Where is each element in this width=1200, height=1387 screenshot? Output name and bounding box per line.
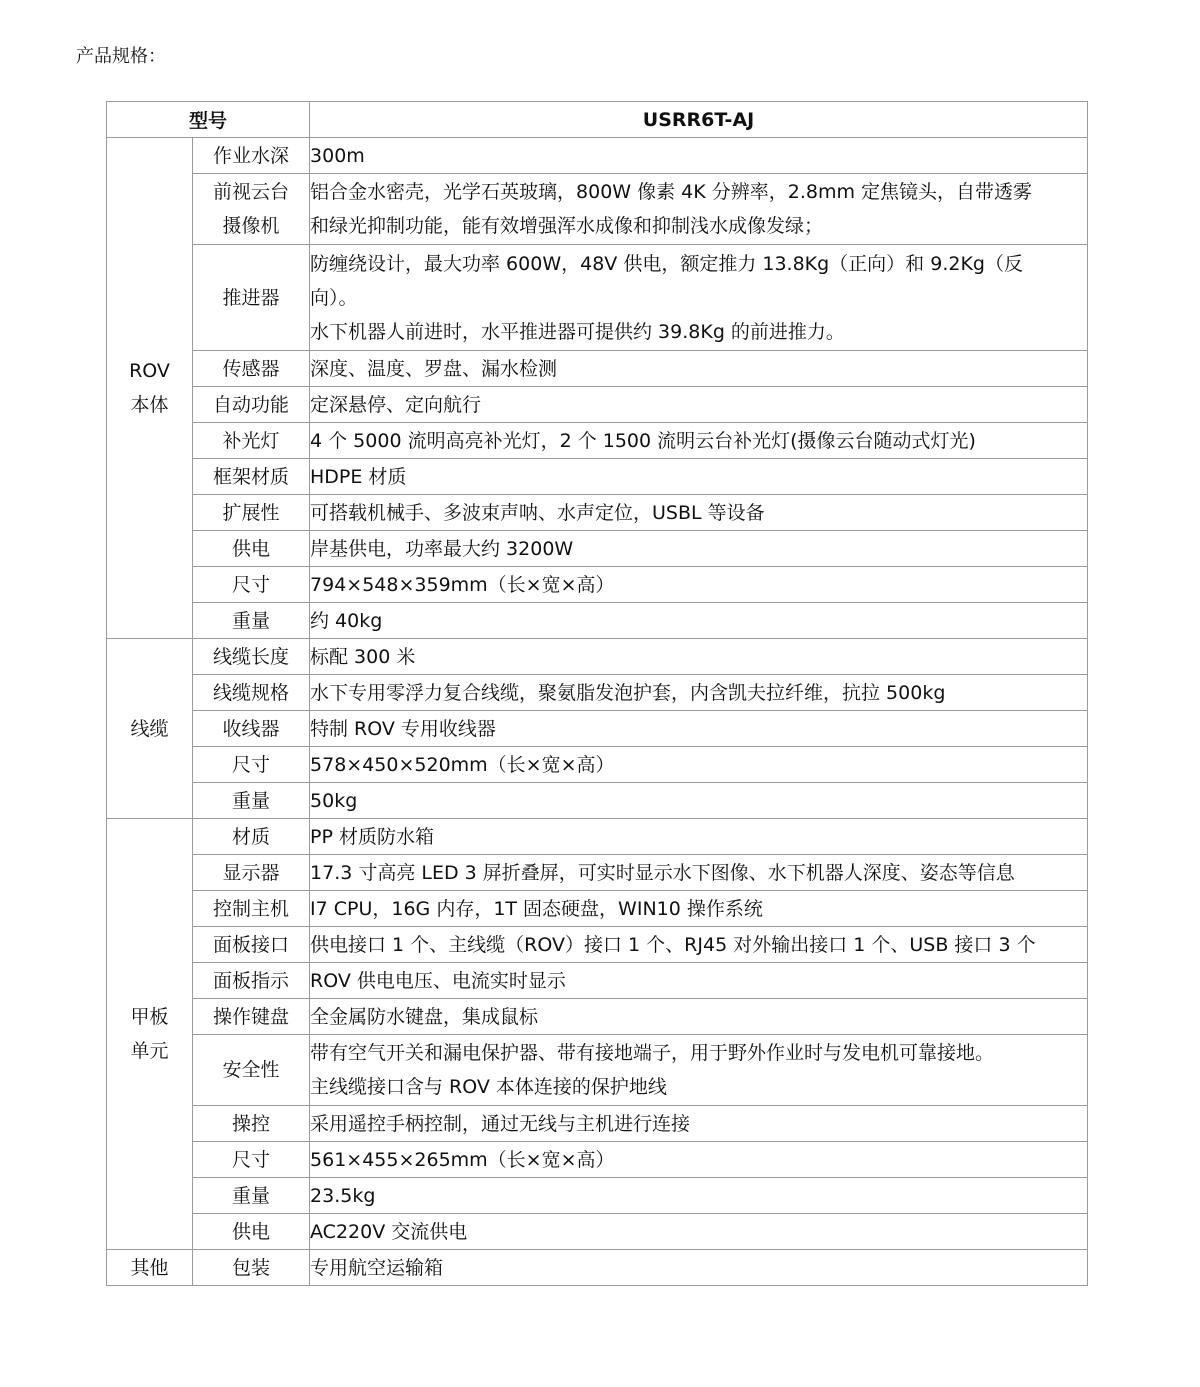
attribute-cell bbox=[193, 927, 310, 963]
table-row bbox=[107, 747, 1088, 783]
value-cell bbox=[310, 495, 1088, 531]
value-text: 水下专用零浮力复合线缆，聚氨脂发泡护套，内含凯夫拉纤维，抗拉 500kg bbox=[310, 681, 946, 704]
spec-table bbox=[106, 101, 1088, 1286]
attribute-cell bbox=[193, 351, 310, 387]
group-name-line: 线缆 bbox=[130, 717, 169, 740]
value-text: 供电接口 1 个、主线缆（ROV）接口 1 个、RJ45 对外输出接口 1 个、USB 接口 3 个 bbox=[310, 933, 1036, 956]
value-text: ROV 供电电压、电流实时显示 bbox=[310, 969, 566, 992]
value-text: 防缠绕设计，最大功率 600W，48V 供电，额定推力 13.8Kg（正向）和 9.2Kg（反 bbox=[310, 252, 1023, 275]
attribute-cell bbox=[193, 495, 310, 531]
group-name-cell bbox=[107, 819, 193, 1250]
table-row bbox=[107, 963, 1088, 999]
attribute-label: 作业水深 bbox=[213, 144, 290, 167]
table-row bbox=[107, 927, 1088, 963]
table-row bbox=[107, 1214, 1088, 1250]
attribute-label: 传感器 bbox=[222, 357, 280, 380]
attribute-label: 控制主机 bbox=[213, 897, 290, 920]
value-text: 专用航空运输箱 bbox=[310, 1256, 444, 1279]
table-row bbox=[107, 1250, 1088, 1286]
value-cell bbox=[310, 1250, 1088, 1286]
value-text: 岸基供电，功率最大约 3200W bbox=[310, 537, 574, 560]
value-cell bbox=[310, 999, 1088, 1035]
attribute-cell bbox=[193, 387, 310, 423]
table-row bbox=[107, 1142, 1088, 1178]
group-name-cell bbox=[107, 639, 193, 819]
attribute-label: 包装 bbox=[232, 1256, 271, 1279]
value-cell bbox=[310, 1106, 1088, 1142]
value-cell bbox=[310, 675, 1088, 711]
attribute-cell bbox=[193, 603, 310, 639]
attribute-label: 补光灯 bbox=[222, 429, 280, 452]
attribute-label: 框架材质 bbox=[213, 465, 290, 488]
table-row bbox=[107, 711, 1088, 747]
attribute-label: 安全性 bbox=[222, 1059, 280, 1081]
value-text: HDPE 材质 bbox=[310, 465, 407, 488]
value-text: 578×450×520mm（长×宽×高） bbox=[310, 753, 615, 776]
attribute-cell bbox=[193, 531, 310, 567]
value-cell bbox=[310, 963, 1088, 999]
attribute-label: 线缆长度 bbox=[213, 645, 290, 668]
attribute-cell bbox=[193, 675, 310, 711]
attribute-label: 面板指示 bbox=[213, 969, 290, 992]
table-row bbox=[107, 351, 1088, 387]
value-text: I7 CPU，16G 内存，1T 固态硬盘，WIN10 操作系统 bbox=[310, 897, 763, 920]
value-cell bbox=[310, 1142, 1088, 1178]
value-text: 794×548×359mm（长×宽×高） bbox=[310, 573, 615, 596]
attribute-cell bbox=[193, 855, 310, 891]
table-row bbox=[107, 174, 1088, 245]
attribute-label: 线缆规格 bbox=[213, 681, 290, 704]
attribute-label: 摄像机 bbox=[222, 215, 280, 237]
attribute-label: 收线器 bbox=[222, 717, 280, 740]
value-text: 4 个 5000 流明高亮补光灯，2 个 1500 流明云台补光灯(摄像云台随动式灯光) bbox=[310, 429, 976, 452]
table-header-row bbox=[107, 102, 1088, 138]
value-text: 约 40kg bbox=[310, 609, 383, 632]
attribute-label: 操控 bbox=[232, 1112, 271, 1135]
value-text: 带有空气开关和漏电保护器、带有接地端子，用于野外作业时与发电机可靠接地。 bbox=[310, 1042, 995, 1064]
value-text: PP 材质防水箱 bbox=[310, 825, 434, 848]
attribute-cell bbox=[193, 423, 310, 459]
value-cell bbox=[310, 783, 1088, 819]
attribute-cell bbox=[193, 711, 310, 747]
group-name-line: ROV bbox=[129, 360, 170, 382]
value-cell bbox=[310, 603, 1088, 639]
attribute-label: 材质 bbox=[232, 825, 271, 848]
table-row bbox=[107, 675, 1088, 711]
table-row bbox=[107, 245, 1088, 351]
attribute-label: 面板接口 bbox=[213, 933, 290, 956]
attribute-cell bbox=[193, 819, 310, 855]
value-text: 定深悬停、定向航行 bbox=[310, 393, 482, 416]
attribute-cell bbox=[193, 999, 310, 1035]
attribute-label: 重量 bbox=[232, 609, 271, 632]
value-text: AC220V 交流供电 bbox=[310, 1220, 468, 1243]
attribute-cell bbox=[193, 891, 310, 927]
attribute-label: 尺寸 bbox=[232, 573, 271, 596]
attribute-cell bbox=[193, 174, 310, 245]
value-text: 23.5kg bbox=[310, 1184, 376, 1207]
value-text: 向）。 bbox=[310, 286, 358, 309]
value-cell bbox=[310, 747, 1088, 783]
table-row bbox=[107, 603, 1088, 639]
table-row bbox=[107, 531, 1088, 567]
attribute-label: 推进器 bbox=[222, 286, 280, 309]
attribute-label: 尺寸 bbox=[232, 753, 271, 776]
attribute-label: 供电 bbox=[232, 1220, 271, 1243]
attribute-cell bbox=[193, 1214, 310, 1250]
value-cell bbox=[310, 855, 1088, 891]
table-row bbox=[107, 567, 1088, 603]
attribute-cell bbox=[193, 783, 310, 819]
table-row bbox=[107, 495, 1088, 531]
value-cell bbox=[310, 245, 1088, 351]
group-name-line: 甲板 bbox=[130, 1006, 169, 1028]
value-cell bbox=[310, 1214, 1088, 1250]
attribute-cell bbox=[193, 1142, 310, 1178]
table-row bbox=[107, 819, 1088, 855]
value-text: 深度、温度、罗盘、漏水检测 bbox=[310, 357, 558, 380]
attribute-cell bbox=[193, 138, 310, 174]
value-text: 50kg bbox=[310, 789, 358, 812]
value-text: 采用遥控手柄控制，通过无线与主机进行连接 bbox=[310, 1112, 691, 1135]
value-cell bbox=[310, 351, 1088, 387]
group-name-line: 单元 bbox=[130, 1040, 169, 1062]
table-row bbox=[107, 891, 1088, 927]
spec-table-body bbox=[107, 138, 1088, 1286]
attribute-cell bbox=[193, 245, 310, 351]
attribute-label: 尺寸 bbox=[232, 1148, 271, 1171]
attribute-cell bbox=[193, 1106, 310, 1142]
attribute-cell bbox=[193, 747, 310, 783]
table-row bbox=[107, 999, 1088, 1035]
value-text: 全金属防水键盘，集成鼠标 bbox=[310, 1005, 539, 1028]
value-text: 17.3 寸高亮 LED 3 屏折叠屏，可实时显示水下图像、水下机器人深度、姿态等信息 bbox=[310, 861, 1015, 884]
value-cell bbox=[310, 174, 1088, 245]
value-cell bbox=[310, 138, 1088, 174]
attribute-label: 操作键盘 bbox=[213, 1005, 290, 1028]
value-text: 可搭载机械手、多波束声呐、水声定位，USBL 等设备 bbox=[310, 501, 765, 524]
attribute-cell bbox=[193, 567, 310, 603]
attribute-cell bbox=[193, 1250, 310, 1286]
table-row bbox=[107, 639, 1088, 675]
value-cell bbox=[310, 387, 1088, 423]
group-name-line: 其他 bbox=[130, 1256, 169, 1279]
value-cell bbox=[310, 819, 1088, 855]
table-row bbox=[107, 855, 1088, 891]
attribute-cell bbox=[193, 1178, 310, 1214]
table-row bbox=[107, 423, 1088, 459]
value-cell bbox=[310, 423, 1088, 459]
table-row bbox=[107, 387, 1088, 423]
page-heading: 产品规格： bbox=[76, 46, 166, 67]
value-cell bbox=[310, 711, 1088, 747]
value-cell bbox=[310, 891, 1088, 927]
value-text: 标配 300 米 bbox=[310, 645, 416, 668]
attribute-cell bbox=[193, 459, 310, 495]
value-text: 300m bbox=[310, 144, 365, 167]
value-text: 铝合金水密壳，光学石英玻璃，800W 像素 4K 分辨率，2.8mm 定焦镜头，自带透雾 bbox=[310, 181, 1033, 203]
table-row bbox=[107, 1106, 1088, 1142]
attribute-label: 显示器 bbox=[222, 861, 280, 884]
value-text: 水下机器人前进时，水平推进器可提供约 39.8Kg 的前进推力。 bbox=[310, 320, 845, 343]
attribute-cell bbox=[193, 639, 310, 675]
table-row bbox=[107, 138, 1088, 174]
attribute-label: 重量 bbox=[232, 789, 271, 812]
attribute-label: 前视云台 bbox=[213, 181, 290, 203]
value-cell bbox=[310, 567, 1088, 603]
group-name-line: 本体 bbox=[130, 394, 169, 416]
model-label: 型号 bbox=[107, 102, 310, 138]
value-text: 特制 ROV 专用收线器 bbox=[310, 717, 496, 740]
group-name-cell bbox=[107, 138, 193, 639]
attribute-label: 供电 bbox=[232, 537, 271, 560]
attribute-cell bbox=[193, 963, 310, 999]
group-name-cell bbox=[107, 1250, 193, 1286]
value-cell bbox=[310, 531, 1088, 567]
value-cell bbox=[310, 927, 1088, 963]
attribute-label: 自动功能 bbox=[213, 393, 290, 416]
value-cell bbox=[310, 459, 1088, 495]
value-cell bbox=[310, 1035, 1088, 1106]
value-text: 561×455×265mm（长×宽×高） bbox=[310, 1148, 615, 1171]
table-row bbox=[107, 1178, 1088, 1214]
value-text: 主线缆接口含与 ROV 本体连接的保护地线 bbox=[310, 1076, 667, 1098]
value-text: 和绿光抑制功能，能有效增强浑水成像和抑制浅水成像发绿； bbox=[310, 215, 824, 237]
table-row bbox=[107, 783, 1088, 819]
model-value: USRR6T-AJ bbox=[310, 102, 1088, 138]
value-cell bbox=[310, 639, 1088, 675]
table-row bbox=[107, 1035, 1088, 1106]
attribute-label: 扩展性 bbox=[222, 501, 280, 524]
attribute-cell bbox=[193, 1035, 310, 1106]
attribute-label: 重量 bbox=[232, 1184, 271, 1207]
value-cell bbox=[310, 1178, 1088, 1214]
table-row bbox=[107, 459, 1088, 495]
